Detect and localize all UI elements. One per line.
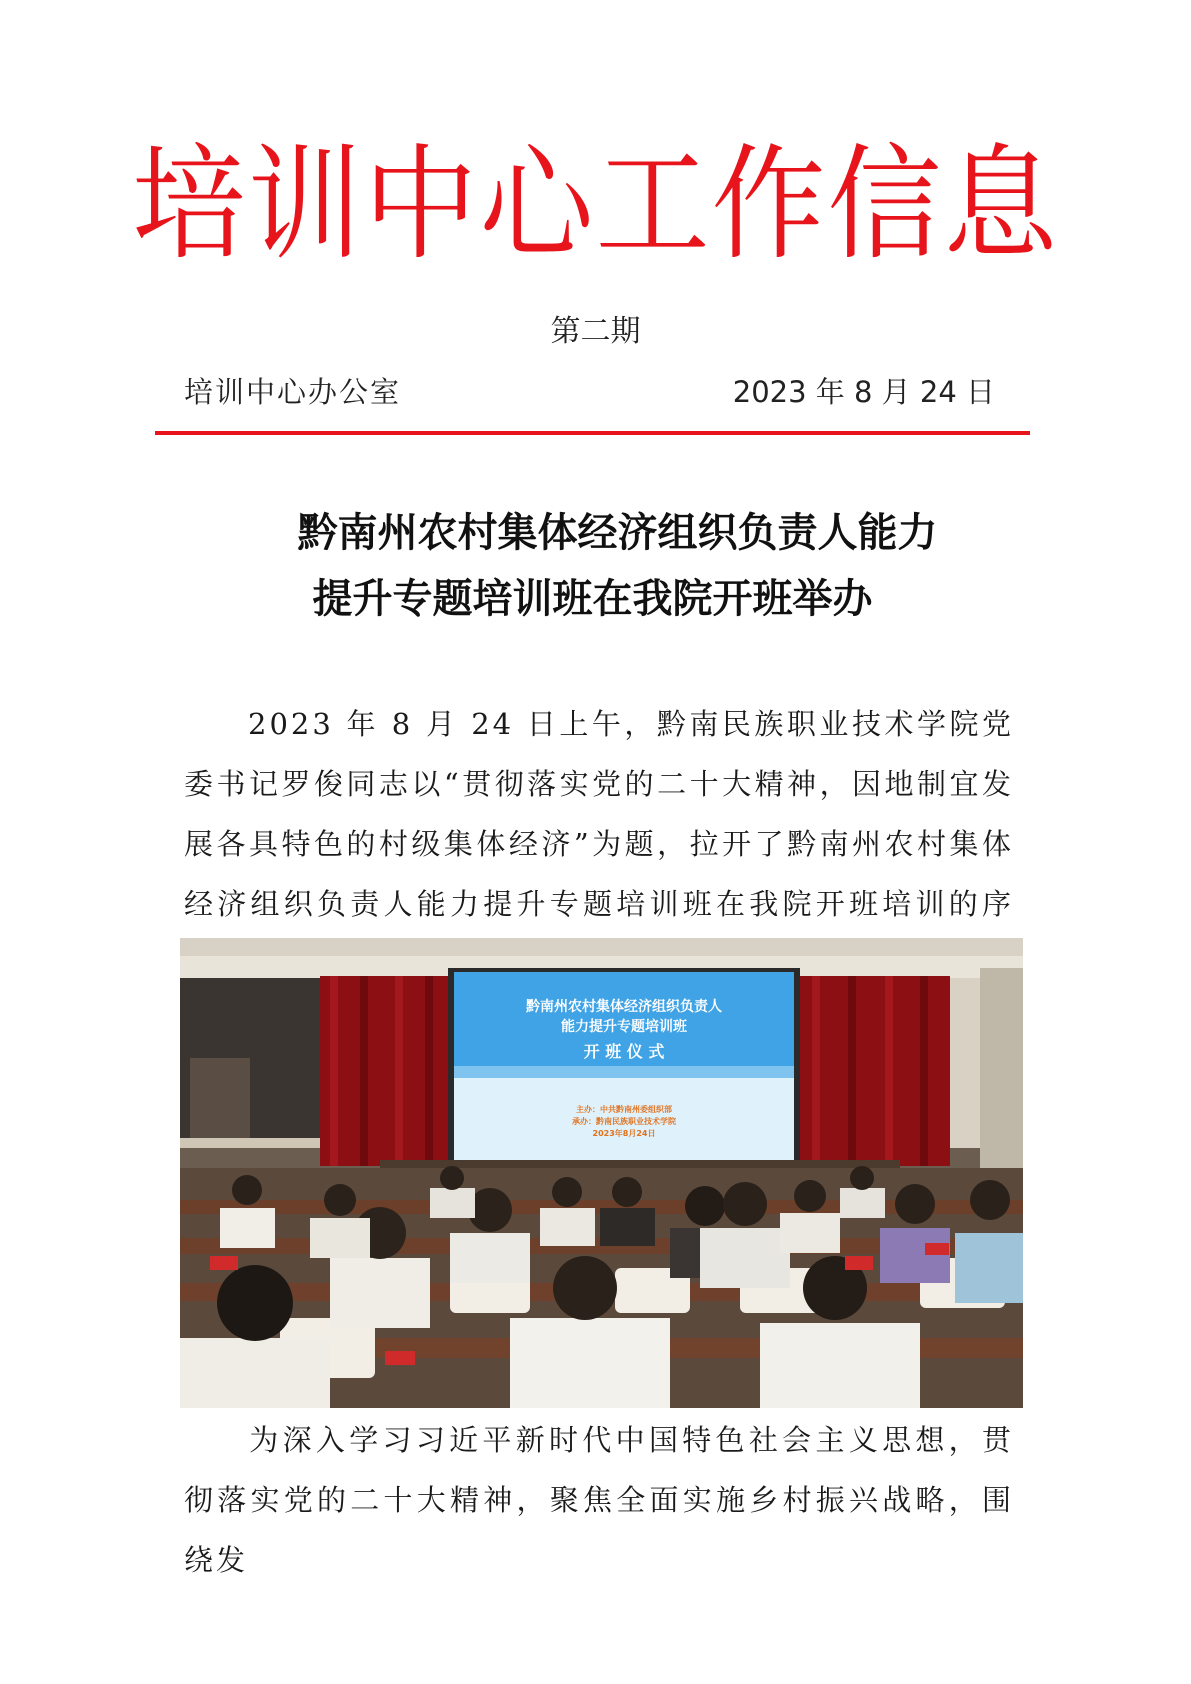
issue-date: 2023 年 8 月 24 日 bbox=[732, 375, 995, 409]
screen-line3: 开 班 仪 式 bbox=[583, 1042, 665, 1061]
article-title-line1: 黔南州农村集体经济组织负责人能力 bbox=[297, 509, 938, 556]
paragraph-1-text: 2023 年 8 月 24 日上午，黔南民族职业技术学院党委书记罗俊同志以“贯彻落实党的二十大精神，因地制宜发展各具特色的村级集体经济”为题，拉开了黔南州农村集体经济组织负责人能力提升专题培训班在我院开班培训的序 bbox=[184, 707, 1014, 921]
screen-host: 主办：中共黔南州委组织部 bbox=[576, 1105, 672, 1114]
article-paragraph-2 bbox=[184, 1410, 1014, 1590]
header-divider bbox=[155, 431, 1030, 435]
screen-organizer: 承办：黔南民族职业技术学院 bbox=[572, 1117, 676, 1126]
training-session-photo bbox=[180, 938, 1023, 1408]
masthead-title: 培训中心工作信息 bbox=[131, 133, 1060, 277]
issue-number: 第二期 bbox=[550, 314, 641, 349]
screen-date: 2023年8月24日 bbox=[592, 1129, 656, 1138]
screen-line1: 黔南州农村集体经济组织负责人 bbox=[526, 999, 722, 1015]
issuing-office: 培训中心办公室 bbox=[184, 375, 402, 409]
screen-line2: 能力提升专题培训班 bbox=[561, 1019, 687, 1035]
paragraph-2-text: 为深入学习习近平新时代中国特色社会主义思想，贯彻落实党的二十大精神，聚焦全面实施乡村振兴战略，围绕发 bbox=[184, 1423, 1014, 1577]
article-title-line2: 提升专题培训班在我院开班举办 bbox=[312, 575, 873, 622]
